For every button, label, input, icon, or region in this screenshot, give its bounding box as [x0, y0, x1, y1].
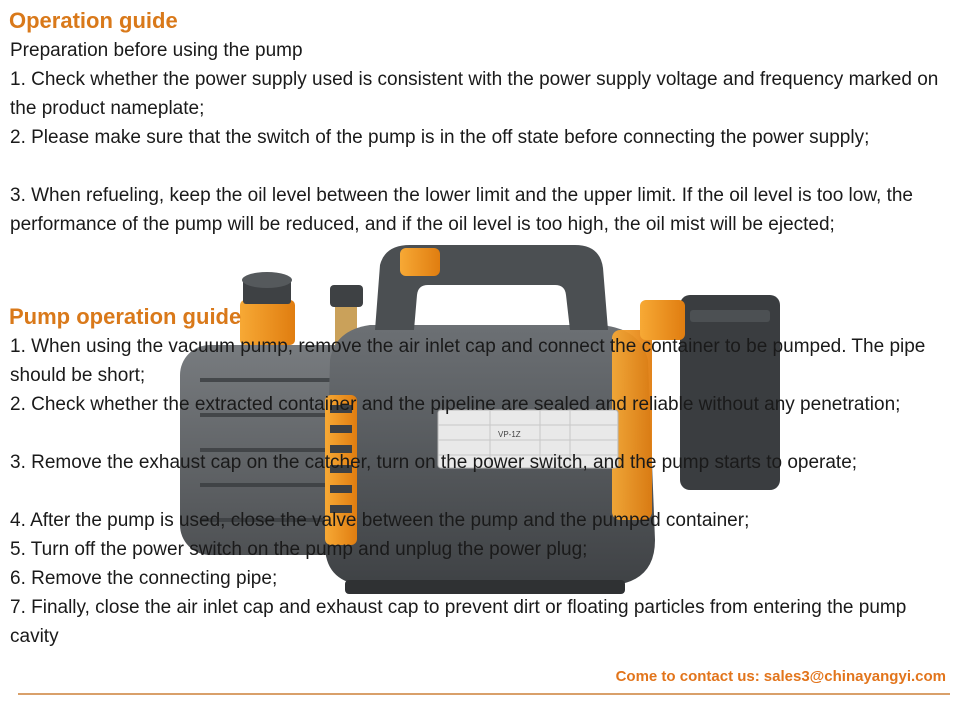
pump-step-5: 5. Turn off the power switch on the pump and unplug the power plug;: [10, 539, 588, 560]
operation-guide-intro: Preparation before using the pump: [10, 40, 303, 61]
pump-step-6: 6. Remove the connecting pipe;: [10, 568, 278, 589]
operation-step-3: 3. When refueling, keep the oil level between the lower limit and the upper limit. If the oil level is too low, the performance of the pump will be reduced, and if the oil level is too high, the oil mist will be ejected;: [10, 185, 913, 235]
pump-step-1: 1. When using the vacuum pump, remove the air inlet cap and connect the container to be pumped. The pipe should be short;: [10, 336, 926, 386]
pump-step-4: 4. After the pump is used, close the valve between the pump and the pumped container;: [10, 510, 750, 531]
footer-divider: [18, 693, 950, 695]
pump-step-7: 7. Finally, close the air inlet cap and exhaust cap to prevent dirt or floating particles from entering the pump cavity: [10, 597, 907, 647]
contact-line: [616, 668, 946, 685]
contact-label: Come to contact us:: [615, 668, 760, 685]
pump-step-2: 2. Check whether the extracted container and the pipeline are sealed and reliable without any penetration;: [10, 394, 901, 415]
pump-operation-guide-title: Pump operation guide: [9, 304, 242, 329]
operation-step-1: 1. Check whether the power supply used is consistent with the power supply voltage and frequency marked on the product nameplate;: [10, 69, 939, 119]
contact-email[interactable]: sales3@chinayangyi.com: [763, 668, 946, 685]
operation-guide-title: Operation guide: [9, 8, 178, 33]
operation-step-2: 2. Please make sure that the switch of the pump is in the off state before connecting the power supply;: [10, 127, 870, 148]
nameplate-model: VP-1Z: [498, 430, 521, 439]
pump-step-3: 3. Remove the exhaust cap on the catcher, turn on the power switch, and the pump starts to operate;: [10, 452, 858, 473]
